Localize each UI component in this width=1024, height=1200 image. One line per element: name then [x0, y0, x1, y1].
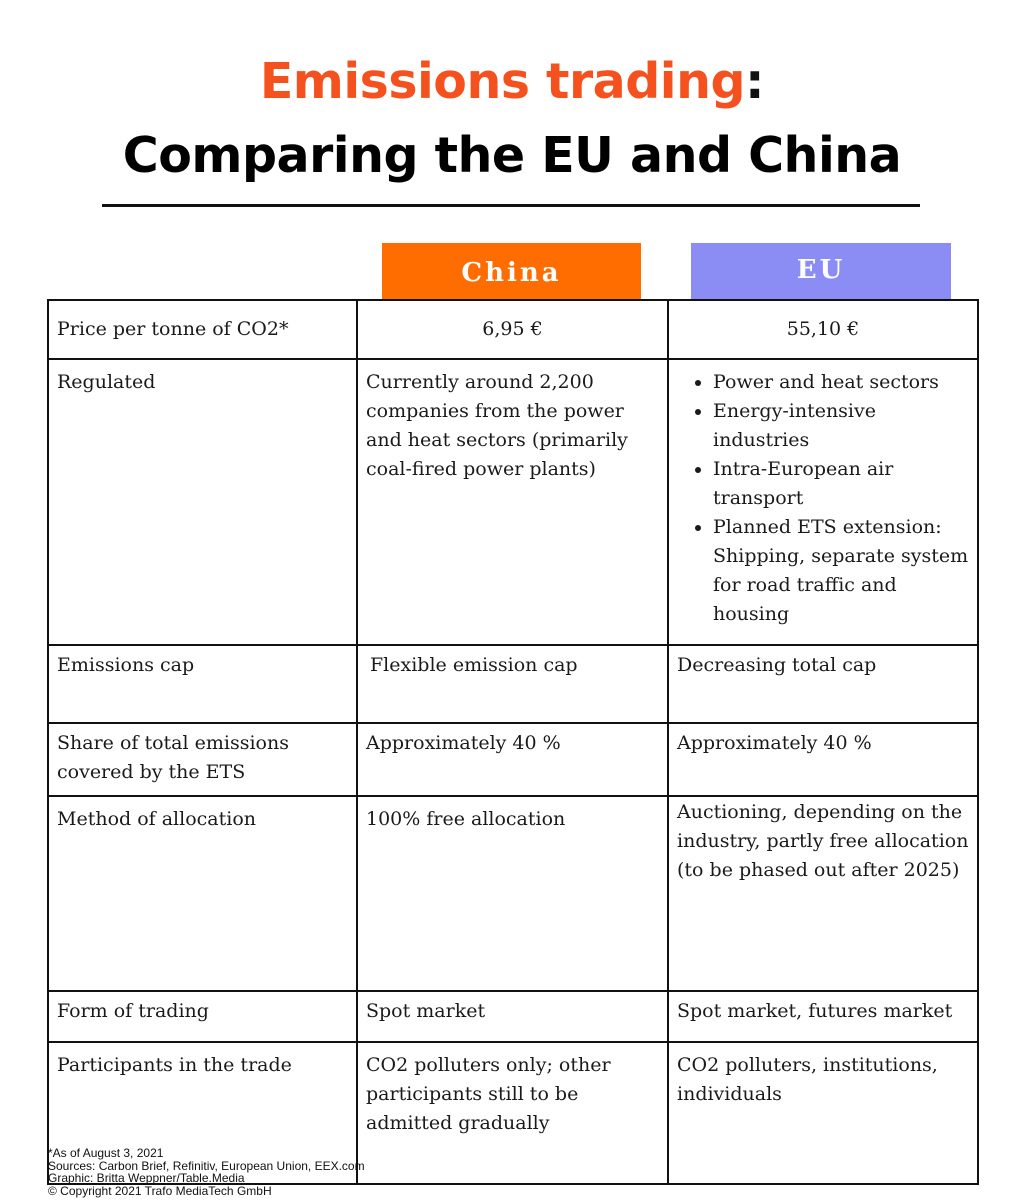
eu-method: Auctioning, depending on the industry, partly free allocation (to be phased out after 2025) — [668, 796, 978, 991]
china-cap: Flexible emission cap — [357, 645, 668, 723]
title-colon: : — [745, 53, 765, 110]
china-participants: CO2 polluters only; other participants still to be admitted gradually — [357, 1042, 668, 1184]
footnotes — [48, 1147, 365, 1197]
china-method: 100% free allocation — [357, 796, 668, 991]
title-accent: Emissions trading — [259, 53, 746, 110]
china-regulated: Currently around 2,200 companies from the power and heat sectors (primarily coal-fired power plants) — [357, 359, 668, 645]
table-row-cap — [48, 645, 978, 723]
row-label-share: Share of total emissions covered by the ETS — [48, 723, 357, 796]
title-line-2: Comparing the EU and China — [122, 127, 902, 184]
column-header-china: China — [382, 243, 641, 300]
china-share: Approximately 40 % — [357, 723, 668, 796]
table-row-share — [48, 723, 978, 796]
list-item: • Power and heat sectors — [713, 368, 969, 397]
eu-share: Approximately 40 % — [668, 723, 978, 796]
row-label-form: Form of trading — [48, 991, 357, 1042]
eu-price: 55,10 € — [668, 300, 978, 359]
eu-regulated — [668, 359, 978, 645]
row-label-participants: Participants in the trade — [48, 1042, 357, 1184]
list-item: • Energy-intensive industries — [713, 397, 969, 455]
title-line-1 — [0, 52, 1024, 112]
table-row-form — [48, 991, 978, 1042]
eu-form: Spot market, futures market — [668, 991, 978, 1042]
footnote-sources: Sources: Carbon Brief, Refinitiv, European Union, EEX.com — [48, 1158, 365, 1173]
eu-participants: CO2 polluters, institutions, individuals — [668, 1042, 978, 1184]
table-row-method — [48, 796, 978, 991]
row-label-price: Price per tonne of CO2* — [48, 300, 357, 359]
footnote-graphic: Graphic: Britta Weppner/Table.Media — [48, 1171, 245, 1185]
footnote-copyright: © Copyright 2021 Trafo MediaTech GmbH — [48, 1183, 272, 1198]
footnote-asof: *As of August 3, 2021 — [48, 1146, 164, 1160]
list-item: • Intra-European air transport — [713, 455, 969, 513]
title-divider — [102, 204, 920, 207]
china-price: 6,95 € — [357, 300, 668, 359]
eu-cap: Decreasing total cap — [668, 645, 978, 723]
eu-regulated-list — [677, 368, 969, 629]
row-label-regulated: Regulated — [48, 359, 357, 645]
row-label-cap: Emissions cap — [48, 645, 357, 723]
table-row-price — [48, 300, 978, 359]
comparison-table — [47, 299, 979, 1185]
column-header-eu: EU — [691, 243, 951, 300]
table-row-regulated — [48, 359, 978, 645]
list-item: • Planned ETS extension: Shipping, separate system for road traffic and housing — [713, 513, 969, 629]
row-label-method: Method of allocation — [48, 796, 357, 991]
china-form: Spot market — [357, 991, 668, 1042]
